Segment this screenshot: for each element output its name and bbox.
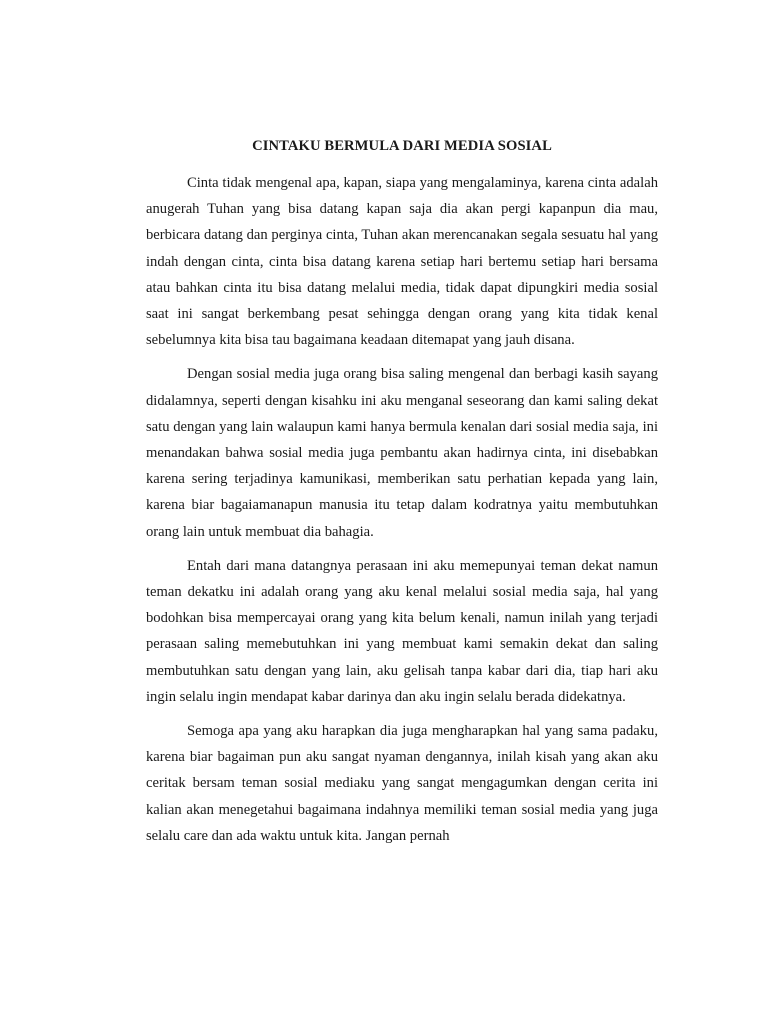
paragraph-1: Cinta tidak mengenal apa, kapan, siapa yang mengalaminya, karena cinta adalah anugerah Tuhan yang bisa datang kapan saja dia akan pergi kapanpun dia mau, berbicara datang dan perginya cinta, Tuhan akan merencanakan segala sesuatu hal yang indah dengan cinta, cinta bisa datang karena setiap hari bertemu setiap hari bersama atau bahkan cinta itu bisa datang melalui media, tidak dapat dipungkiri media sosial saat ini sangat berkembang pesat sehingga dengan orang yang kita tidak kenal sebelumnya kita bisa tau bagaimana keadaan ditemapat yang jauh disana.: [146, 175, 658, 349]
paragraph-4: Semoga apa yang aku harapkan dia juga mengharapkan hal yang sama padaku, karena biar bagaiman pun aku sangat nyaman dengannya, inilah kisah yang akan aku ceritak bersam teman sosial mediaku yang sangat mengagumkan dengan cerita ini kalian akan menegetahui bagaimana indahnya memiliki teman sosial media yang juga selalu care dan ada waktu untuk kita. Jangan pernah: [146, 723, 658, 844]
paragraph-3: Entah dari mana datangnya perasaan ini aku memepunyai teman dekat namun teman dekatku ini adalah orang yang aku kenal melalui sosial media saja, hal yang bodohkan bisa mempercayai orang yang kita belum kenali, namun inilah yang terjadi perasaan saling memebutuhkan ini yang membuat kami semakin dekat dan saling membutuhkan satu dengan yang lain, aku gelisah tanpa kabar dari dia, tiap hari aku ingin selalu ingin mendapat kabar darinya dan aku ingin selalu berada didekatnya.: [146, 557, 658, 705]
document-title: CINTAKU BERMULA DARI MEDIA SOSIAL: [252, 138, 552, 154]
paragraph-2: Dengan sosial media juga orang bisa saling mengenal dan berbagi kasih sayang didalamnya, seperti dengan kisahku ini aku menganal seseorang dan kami saling dekat satu dengan yang lain walaupun kami hanya bermula kenalan dari sosial media saja, ini menandakan bahwa sosial media juga pembantu akan hadirnya cinta, ini disebabkan karena sering terjadinya kamunikasi, memberikan satu perhatian kepada yang lain, karena biar bagaiamanapun manusia itu tetap dalam kodratnya yaitu membutuhkan orang lain untuk membuat dia bahagia.: [146, 366, 658, 540]
document-body: [146, 136, 658, 857]
